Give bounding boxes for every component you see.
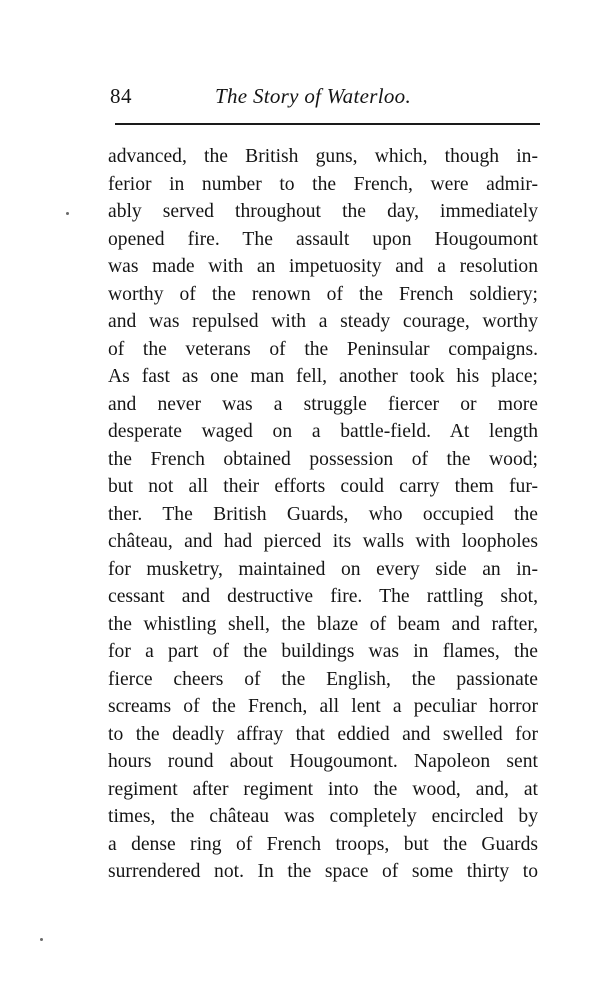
text-line: but not all their efforts could carry them fur- (108, 476, 538, 497)
text-line: worthy of the renown of the French soldiery; (108, 283, 538, 305)
text-line: of the veterans of the Peninsular compaigns. (108, 338, 538, 360)
text-line: and was repulsed with a steady courage, worthy (108, 311, 538, 332)
text-line: As fast as one man fell, another took his place; (108, 366, 538, 387)
text-line: opened fire. The assault upon Hougoumont (108, 228, 538, 250)
text-line: ferior in number to the French, were admir- (108, 173, 538, 195)
text-line: château, and had pierced its walls with loopholes (108, 531, 538, 552)
text-line: fierce cheers of the English, the passionate (108, 668, 538, 690)
text-line: the whistling shell, the blaze of beam and rafter, (108, 613, 538, 635)
text-line: cessant and destructive fire. The rattling shot, (108, 586, 538, 607)
text-line: for a part of the buildings was in flames, the (108, 641, 538, 662)
text-line: the French obtained possession of the wood; (108, 448, 538, 470)
print-speck (40, 938, 43, 941)
text-line: to the deadly affray that eddied and swelled for (108, 723, 538, 745)
text-line: and never was a struggle fiercer or more (108, 393, 538, 415)
text-line: desperate waged on a battle-field. At length (108, 421, 538, 442)
text-line: was made with an impetuosity and a resolution (108, 256, 538, 277)
text-line: advanced, the British guns, which, though in- (108, 146, 538, 167)
text-line: ably served throughout the day, immediately (108, 201, 538, 222)
body-text (108, 143, 538, 886)
running-title: The Story of Waterloo. (215, 84, 411, 108)
text-line: ther. The British Guards, who occupied the (108, 503, 538, 525)
text-line: hours round about Hougoumont. Napoleon sent (108, 751, 538, 772)
text-line: regiment after regiment into the wood, and, at (108, 778, 538, 800)
header-rule (115, 123, 540, 125)
text-line: a dense ring of French troops, but the Guards (108, 833, 538, 855)
text-line: screams of the French, all lent a peculiar horror (108, 696, 538, 717)
print-speck (66, 212, 69, 215)
text-line: times, the château was completely encircled by (108, 806, 538, 827)
text-line: for musketry, maintained on every side an in- (108, 558, 538, 580)
page-number: 84 (110, 84, 132, 108)
text-line: surrendered not. In the space of some thirty to (108, 861, 538, 882)
